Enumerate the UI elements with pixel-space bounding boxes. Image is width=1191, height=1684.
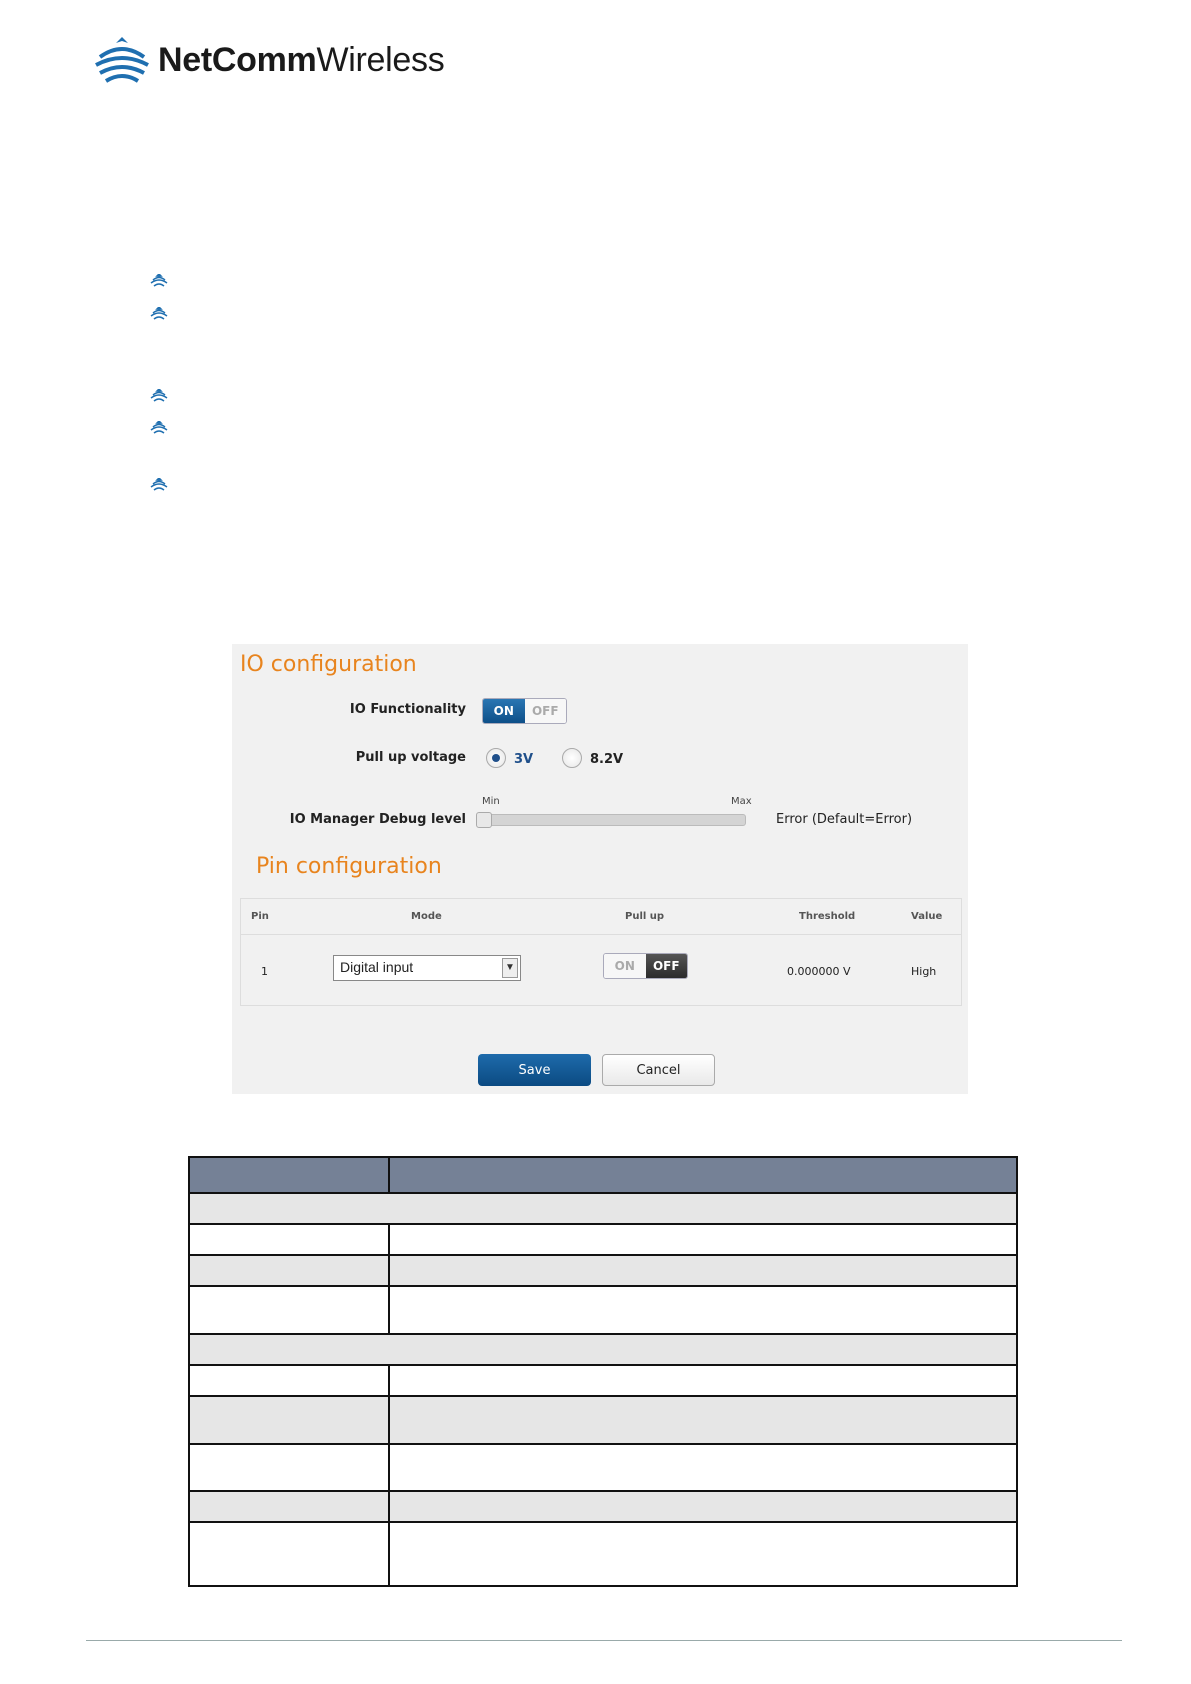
cancel-button[interactable]: Cancel — [602, 1054, 715, 1086]
table-row — [189, 1365, 1017, 1396]
table-row — [189, 1286, 1017, 1334]
chevron-down-icon[interactable]: ▼ — [502, 958, 518, 978]
debug-level-slider-thumb[interactable] — [476, 812, 492, 828]
pin-table-header — [241, 899, 961, 935]
pin-table — [240, 898, 962, 1006]
footer-divider — [86, 1640, 1122, 1641]
io-functionality-toggle[interactable] — [482, 698, 567, 724]
pin-configuration-title: Pin configuration — [256, 854, 442, 879]
io-configuration-screenshot — [232, 644, 968, 1094]
pullup-toggle[interactable] — [603, 953, 688, 979]
netcomm-bullet-icon — [150, 307, 168, 321]
pin-number: 1 — [261, 965, 268, 978]
debug-level-slider-track[interactable] — [476, 814, 746, 826]
col-threshold: Threshold — [799, 911, 856, 922]
save-button[interactable]: Save — [478, 1054, 591, 1086]
pullup-voltage-label: Pull up voltage — [355, 750, 466, 765]
col-pin: Pin — [251, 911, 269, 922]
table-section-row — [189, 1193, 1017, 1224]
slider-min-label: Min — [482, 796, 500, 807]
col-pullup: Pull up — [625, 911, 665, 922]
netcomm-logo — [92, 34, 444, 86]
col-value: Value — [911, 911, 943, 922]
table-row — [189, 1396, 1017, 1444]
col-mode: Mode — [411, 911, 442, 922]
io-functionality-label: IO Functionality — [349, 702, 466, 717]
debug-level-value: Error (Default=Error) — [776, 812, 913, 827]
logo-text: NetCommWireless — [158, 40, 445, 79]
table-row — [189, 1522, 1017, 1586]
netcomm-bullet-icon — [150, 478, 168, 492]
wireless-logo-icon — [92, 35, 152, 85]
settings-table — [188, 1156, 1018, 1587]
mode-select-value: Digital input — [340, 959, 414, 975]
toggle-off[interactable]: OFF — [525, 699, 567, 723]
table-row — [189, 1255, 1017, 1286]
table-row — [189, 1491, 1017, 1522]
netcomm-bullet-icon — [150, 389, 168, 403]
pullup-3v-radio[interactable] — [486, 748, 506, 768]
toggle-on[interactable]: ON — [483, 699, 525, 723]
io-configuration-title: IO configuration — [240, 652, 417, 677]
table-section-row — [189, 1334, 1017, 1365]
pullup-8v-radio[interactable] — [562, 748, 582, 768]
threshold-value: 0.000000 V — [787, 965, 851, 978]
netcomm-bullet-icon — [150, 421, 168, 435]
table-header-row — [189, 1157, 1017, 1193]
table-row — [189, 1444, 1017, 1491]
table-row — [189, 1224, 1017, 1255]
netcomm-bullet-icon — [150, 274, 168, 288]
pin-value: High — [911, 965, 937, 978]
pullup-8v-label: 8.2V — [590, 752, 624, 767]
slider-max-label: Max — [731, 796, 752, 807]
pullup-toggle-on[interactable]: ON — [604, 954, 646, 978]
pullup-toggle-off[interactable]: OFF — [646, 954, 688, 978]
mode-select[interactable] — [333, 955, 521, 981]
debug-level-label: IO Manager Debug level — [289, 812, 466, 827]
pullup-3v-label: 3V — [514, 752, 534, 767]
